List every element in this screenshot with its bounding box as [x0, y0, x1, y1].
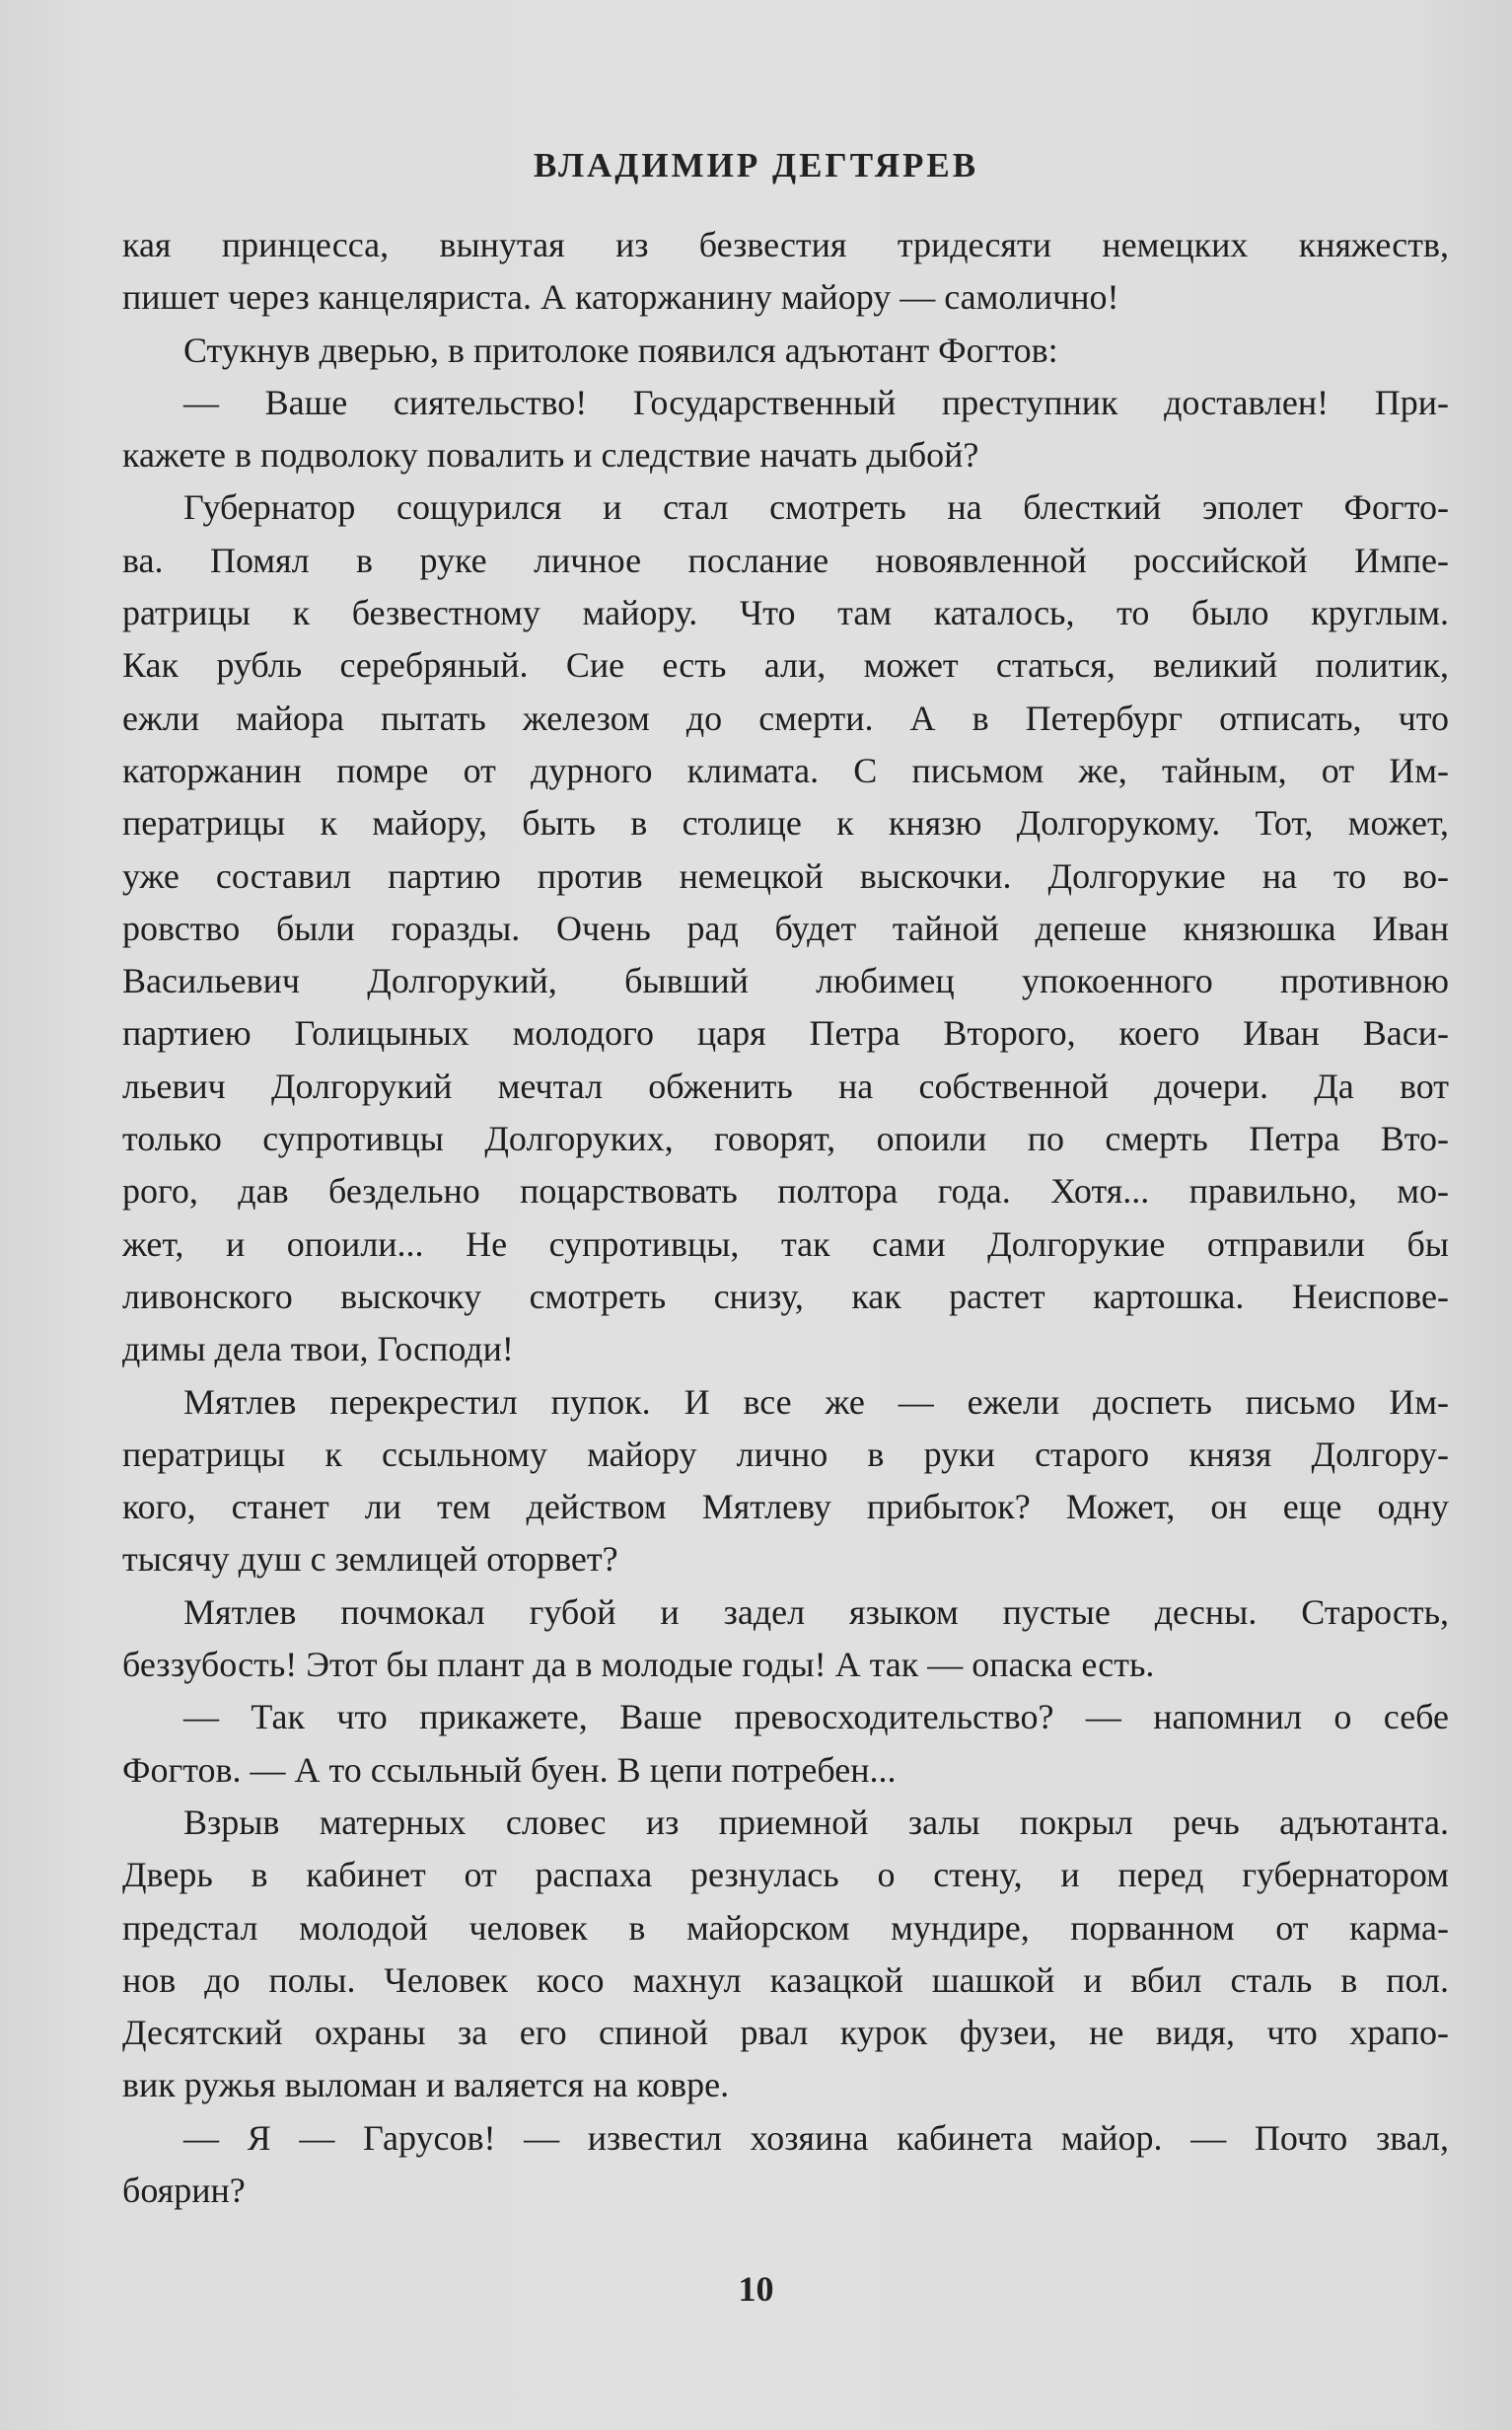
text-line: Десятский охраны за его спиной рвал курок фузеи, не видя, что храпо- — [122, 2013, 1449, 2053]
text-line: ратрицы к безвестному майору. Что там каталось, то было круглым. — [122, 593, 1449, 633]
running-head: ВЛАДИМИР ДЕГТЯРЕВ — [533, 146, 979, 184]
text-line: только супротивцы Долгоруких, говорят, опоили по смерть Петра Вто- — [122, 1119, 1449, 1159]
text-line: пишет через канцеляриста. А каторжанину майору — самолично! — [122, 277, 1119, 318]
text-line: Мятлев перекрестил пупок. И все же — ежели доспеть письмо Им- — [183, 1381, 1449, 1422]
text-line: тысячу душ с землицей оторвет? — [122, 1539, 618, 1580]
text-line: ва. Помял в руке личное послание новоявленной российской Импе- — [122, 540, 1449, 580]
text-line: партиею Голицыных молодого царя Петра Второго, коего Иван Васи- — [122, 1013, 1449, 1054]
text-line: Мятлев почмокал губой и задел языком пустые десны. Старость, — [183, 1591, 1449, 1632]
text-line: вик ружья выломан и валяется на ковре. — [122, 2065, 730, 2105]
text-line: боярин? — [122, 2170, 246, 2210]
text-line: предстал молодой человек в майорском мундире, порванном от карма- — [122, 1907, 1449, 1948]
text-line: уже составил партию против немецкой выскочки. Долгорукие на то во- — [122, 855, 1449, 896]
text-line: — Ваше сиятельство! Государственный преступник доставлен! При- — [183, 382, 1449, 422]
text-line: беззубость! Этот бы плант да в молодые годы! А так — опаска есть. — [122, 1645, 1155, 1685]
text-line: каторжанин помре от дурного климата. С письмом же, тайным, от Им- — [122, 750, 1449, 790]
text-line: — Так что прикажете, Ваше превосходительство? — напомнил о себе — [183, 1697, 1449, 1737]
text-line: Как рубль серебряный. Сие есть али, может статься, великий политик, — [122, 645, 1449, 686]
text-line: ежли майора пытать железом до смерти. А в Петербург отписать, что — [122, 698, 1449, 738]
text-line: — Я — Гарусов! — известил хозяина кабинета майор. — Почто звал, — [183, 2117, 1449, 2158]
text-line: ператрицы к ссыльному майору лично в руки старого князя Долгору- — [122, 1434, 1449, 1474]
text-line: Стукнув дверью, в притолоке появился адъютант Фогтов: — [183, 330, 1058, 370]
text-line: ровство были горазды. Очень рад будет тайной депеше князюшка Иван — [122, 908, 1449, 948]
text-line: кого, станет ли тем действом Мятлеву прибыток? Может, он еще одну — [122, 1487, 1449, 1527]
text-line: Губернатор сощурился и стал смотреть на блесткий эполет Фогто- — [183, 487, 1449, 528]
text-line: димы дела твои, Господи! — [122, 1329, 514, 1369]
text-line: Дверь в кабинет от распаха резнулась о стену, и перед губернатором — [122, 1855, 1449, 1895]
text-line: Фогтов. — А то ссыльный буен. В цепи потребен... — [122, 1749, 897, 1790]
text-line: ливонского выскочку смотреть снизу, как растет картошка. Неиспове- — [122, 1276, 1449, 1316]
text-line: ператрицы к майору, быть в столице к князю Долгорукому. Тот, может, — [122, 803, 1449, 844]
text-line: Взрыв матерных словес из приемной залы покрыл речь адъютанта. — [183, 1802, 1449, 1842]
page-number: 10 — [738, 2269, 774, 2309]
text-line: кажете в подволоку повалить и следствие начать дыбой? — [122, 435, 979, 476]
text-line: кая принцесса, вынутая из безвестия тридесяти немецких княжеств, — [122, 225, 1449, 264]
text-line: нов до полы. Человек косо махнул казацкой шашкой и вбил сталь в пол. — [122, 1959, 1449, 2000]
body-text — [122, 219, 1449, 2217]
text-line: рого, дав бездельно поцарствовать полтора года. Хотя... правильно, мо- — [122, 1171, 1449, 1212]
text-line: льевич Долгорукий мечтал обженить на собственной дочери. Да вот — [122, 1066, 1449, 1106]
text-line: жет, и опоили... Не супротивцы, так сами Долгорукие отправили бы — [122, 1223, 1449, 1264]
text-line: Васильевич Долгорукий, бывший любимец упокоенного противною — [122, 961, 1449, 1001]
